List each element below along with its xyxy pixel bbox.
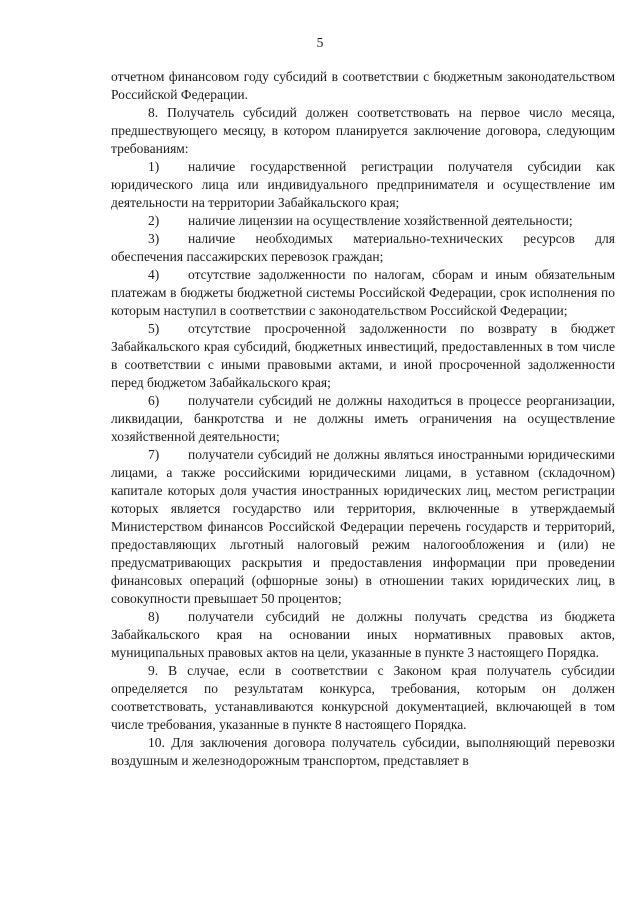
requirement-text: наличие государственной регистрации получателя субсидии как юридического лица или индивидуального предпринимателя и осуществление им деятельности на территории Забайкальского края; [111,159,615,210]
requirement-item [111,608,615,662]
requirement-text: отсутствие просроченной задолженности по возврату в бюджет Забайкальского края субсидий, бюджетных инвестиций, предоставленных в том числе в соответствии с иными правовыми актами, и иной просроченной задолженности перед бюджетом Забайкальского края; [111,321,615,390]
requirement-number: 7) [148,447,160,462]
requirement-text: отсутствие задолженности по налогам, сборам и иным обязательным платежам в бюджеты бюджетной системы Российской Федерации, срок исполнения по которым наступил в соответствии с законодательством Российской Федерации; [111,267,615,318]
paragraph-10: 10. Для заключения договора получатель субсидии, выполняющий перевозки воздушным и железнодорожным транспортом, представляет в [111,735,615,768]
requirement-number: 2) [148,213,160,228]
requirement-number: 3) [148,231,160,246]
requirement-number: 1) [148,159,160,174]
requirement-item [111,158,615,212]
paragraph-8-intro: 8. Получатель субсидий должен соответствовать на первое число месяца, предшествующего месяцу, в котором планируется заключение договора, следующим требованиям: [111,105,615,156]
requirement-item [111,230,615,266]
paragraph-continuation: отчетном финансовом году субсидий в соответствии с бюджетным законодательством Российской Федерации. [111,69,615,102]
requirement-item [111,212,615,230]
requirement-text: наличие лицензии на осуществление хозяйственной деятельности; [188,213,573,228]
requirement-text: получатели субсидий не должны являться иностранными юридическими лицами, а также российскими юридическими лицами, в уставном (складочном) капитале которых доля участия иностранных юридических лиц, местом регистрации которых является государство или территория, включенные в утверждаемый Министерством финансов Российской Федерации перечень государств и территорий, предоставляющих льготный налоговый режим налогообложения и (или) не предусматривающих раскрытия и предоставления информации при проведении финансовых операций (офшорные зоны) в отношении таких юридических лиц, в совокупности превышает 50 процентов; [111,447,615,606]
requirement-number: 8) [148,609,160,624]
requirement-text: получатели субсидий не должны находиться в процессе реорганизации, ликвидации, банкротства и не должны иметь ограничения на осуществление хозяйственной деятельности; [111,393,615,444]
document-body [111,68,615,770]
requirement-item [111,320,615,392]
page-number: 5 [316,35,324,50]
requirement-number: 4) [148,267,160,282]
requirement-item [111,446,615,608]
paragraph-9: 9. В случае, если в соответствии с Законом края получатель субсидии определяется по результатам конкурса, требования, которым он должен соответствовать, устанавливаются конкурсной документацией, включающей в том числе требования, указанные в пункте 8 настоящего Порядка. [111,663,615,732]
requirement-text: наличие необходимых материально-технических ресурсов для обеспечения пассажирских перевозок граждан; [111,231,615,264]
requirement-item [111,266,615,320]
requirement-number: 5) [148,321,160,336]
requirement-item [111,392,615,446]
requirement-number: 6) [148,393,160,408]
requirement-text: получатели субсидий не должны получать средства из бюджета Забайкальского края на основании иных нормативных правовых актов, муниципальных правовых актов на цели, указанные в пункте 3 настоящего Порядка. [111,609,615,660]
